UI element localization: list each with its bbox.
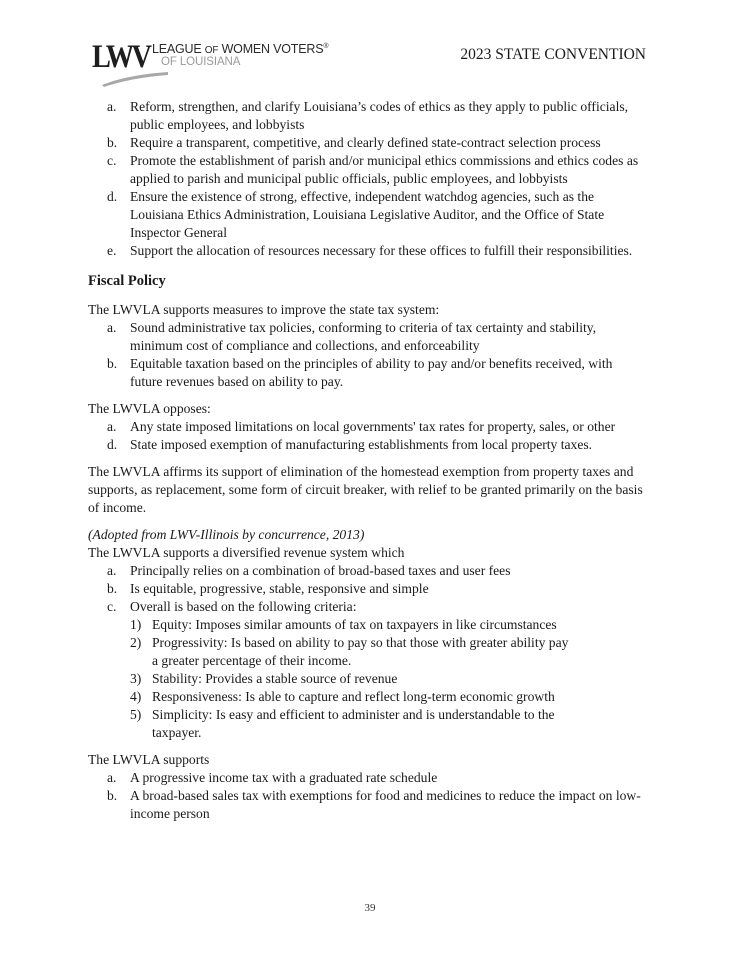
final-intro: The LWVLA supports	[88, 752, 210, 767]
list-item: e. Support the allocation of resources necessary for these offices to fulfill their responsibilities.	[107, 243, 633, 258]
list-item: a. Any state imposed limitations on local governments' tax rates for property, sales, or other	[107, 419, 616, 434]
list-item: b. Equitable taxation based on the principles of ability to pay and/or benefits received, with future revenues based on ability to pay.	[107, 356, 613, 389]
list-item: a. Reform, strengthen, and clarify Louisiana’s codes of ethics as they apply to public officials, public employees, and lobbyists	[107, 99, 629, 132]
list-item: b. A broad-based sales tax with exemptions for food and medicines to reduce the impact on low-income person	[107, 788, 641, 821]
revenue-intro: The LWVLA supports a diversified revenue system which	[88, 545, 405, 560]
homestead-paragraph: The LWVLA affirms its support of elimination of the homestead exemption from property taxes and supports, as replacement, some form of circuit breaker, with relief to be granted primarily on the basis of income.	[88, 464, 643, 515]
list-item: 4) Responsiveness: Is able to capture and reflect long-term economic growth	[130, 689, 555, 704]
page-header	[88, 36, 648, 90]
spacer	[88, 454, 648, 463]
spacer	[88, 517, 648, 526]
list-item: 5) Simplicity: Is easy and efficient to administer and is understandable to the taxpayer.	[130, 707, 555, 740]
logo-swoosh-icon	[100, 66, 170, 88]
list-item: a. Principally relies on a combination of broad-based taxes and user fees	[107, 563, 511, 578]
opposes-intro: The LWVLA opposes:	[88, 401, 211, 416]
list-item: d. Ensure the existence of strong, effective, independent watchdog agencies, such as the Louisiana Ethics Administration, Louisiana Legislative Auditor, and the Office of State Inspector General	[107, 189, 605, 240]
list-item: c. Promote the establishment of parish and/or municipal ethics commissions and ethics codes as applied to parish and municipal public officials, public employees, and lobbyists	[107, 153, 639, 186]
list-item: c. Overall is based on the following criteria: 1) Equity: Imposes similar amounts of tax on taxpayers in like circumstances 2) Progressivity: Is based on ability to pay so that those with greater ability pay a greater percentage of their income. 3) Stability: Provides a stable source of revenue 4) Responsiveness: Is able to capture and reflect long-term economic growth 5) Simplicity: Is easy and efficient to administer and is understandable to the taxpayer.	[107, 599, 569, 740]
list-item: 1) Equity: Imposes similar amounts of tax on taxpayers in like circumstances	[130, 617, 557, 632]
ethics-list	[88, 98, 648, 260]
supports-intro: The LWVLA supports measures to improve the state tax system:	[88, 302, 440, 317]
criteria-list	[130, 616, 570, 742]
list-item: d. State imposed exemption of manufacturing establishments from local property taxes.	[107, 437, 593, 452]
list-item: a. Sound administrative tax policies, conforming to criteria of tax certainty and stability, minimum cost of compliance and collections, and enforceability	[107, 320, 597, 353]
lwv-logo	[88, 36, 328, 90]
logo-subtitle: OF LOUISIANA	[161, 56, 241, 68]
convention-title: 2023 STATE CONVENTION	[460, 46, 646, 63]
spacer	[88, 260, 648, 271]
page-content	[88, 98, 648, 823]
list-item: 2) Progressivity: Is based on ability to pay so that those with greater ability pay a greater percentage of their income.	[130, 635, 569, 668]
list-item: b. Require a transparent, competitive, and clearly defined state-contract selection process	[107, 135, 601, 150]
final-list	[88, 769, 648, 823]
supports-list	[88, 319, 648, 391]
list-item: b. Is equitable, progressive, stable, responsive and simple	[107, 581, 429, 596]
opposes-list	[88, 418, 648, 454]
list-item: a. A progressive income tax with a graduated rate schedule	[107, 770, 438, 785]
revenue-list	[88, 562, 648, 742]
logo-mark: LWV	[92, 39, 150, 75]
section-heading: Fiscal Policy	[88, 273, 166, 289]
logo-title: LEAGUE OF WOMEN VOTERS®	[152, 42, 329, 56]
spacer	[88, 291, 648, 301]
page-number: 39	[364, 902, 376, 914]
spacer	[88, 391, 648, 400]
list-item: 3) Stability: Provides a stable source of revenue	[130, 671, 398, 686]
spacer	[88, 742, 648, 751]
adopted-note: (Adopted from LWV-Illinois by concurrence, 2013)	[88, 527, 365, 542]
